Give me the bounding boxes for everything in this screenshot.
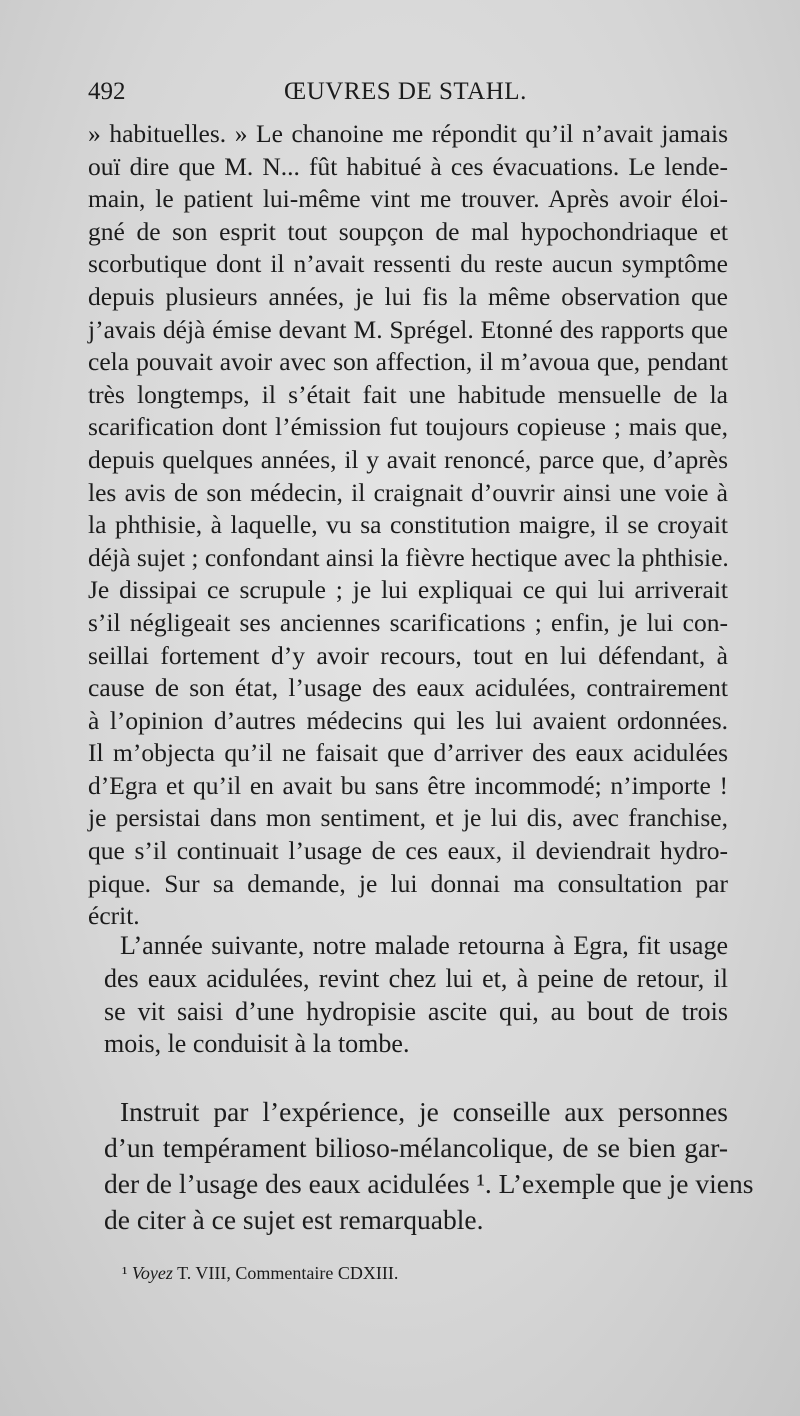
- text-line: d’un tempérament bilioso-mélancolique, de se bien gar-: [104, 1132, 728, 1163]
- page-number: 492: [88, 78, 126, 105]
- text-line: scarification dont l’émission fut toujours copieuse ; mais que,: [88, 412, 728, 442]
- text-line: Instruit par l’expérience, je conseille aux personnes: [120, 1096, 728, 1127]
- footnote-see: Voyez: [131, 1263, 173, 1283]
- footnote-reference: T. VIII, Commentaire CDXIII.: [172, 1263, 399, 1283]
- text-line: Il m’objecta qu’il ne faisait que d’arriver des eaux acidulées: [88, 738, 728, 768]
- running-head: ŒUVRES DE STAHL.: [284, 78, 527, 105]
- text-line: seillai fortement d’y avoir recours, tout en lui défendant, à: [88, 640, 728, 670]
- text-line: déjà sujet ; confondant ainsi la fièvre hectique avec la phthisie.: [88, 542, 729, 572]
- page-header: [88, 78, 728, 118]
- text-line: ouï dire que M. N... fût habitué à ces évacuations. Le lende-: [88, 151, 728, 181]
- paragraph-2: [104, 930, 728, 1061]
- text-line: d’Egra et qu’il en avait bu sans être incommodé; n’importe !: [88, 770, 728, 800]
- text-line: gné de son esprit tout soupçon de mal hypochondriaque et: [88, 216, 728, 246]
- text-line: des eaux acidulées, revint chez lui et, à peine de retour, il: [104, 963, 728, 993]
- text-line: s’il négligeait ses anciennes scarifications ; enfin, je lui con-: [88, 607, 728, 637]
- text-line: scorbutique dont il n’avait ressenti du reste aucun symptôme: [88, 249, 728, 279]
- paragraph-1: [88, 118, 728, 933]
- text-line: main, le patient lui-même vint me trouver. Après avoir éloi-: [88, 184, 728, 214]
- text-line: se vit saisi d’une hydropisie ascite qui, au bout de trois: [104, 996, 728, 1026]
- text-line: les avis de son médecin, il craignait d’ouvrir ainsi une voie à: [88, 477, 728, 507]
- text-line: cause de son état, l’usage des eaux acidulées, contrairement: [88, 673, 728, 703]
- text-line: à l’opinion d’autres médecins qui les lui avaient ordonnées.: [88, 705, 728, 735]
- text-line: pique. Sur sa demande, je lui donnai ma consultation par: [88, 868, 728, 898]
- text-line: que s’il continuait l’usage de ces eaux, il deviendrait hydro-: [88, 836, 728, 866]
- text-line: j’avais déjà émise devant M. Sprégel. Etonné des rapports que: [88, 314, 728, 344]
- text-line: la phthisie, à laquelle, vu sa constitution maigre, il se croyait: [88, 510, 728, 540]
- text-line: depuis quelques années, il y avait renoncé, parce que, d’après: [88, 444, 728, 474]
- paragraph-3: [104, 1094, 754, 1238]
- footnote-mark: ¹: [122, 1263, 128, 1283]
- text-line: » habituelles. » Le chanoine me répondit qu’il n’avait jamais: [88, 119, 728, 148]
- text-line: très longtemps, il s’était fait une habitude mensuelle de la: [88, 379, 728, 409]
- text-line: depuis plusieurs années, je lui fis la même observation que: [88, 281, 728, 311]
- text-line: je persistai dans mon sentiment, et je lui dis, avec franchise,: [88, 803, 728, 833]
- text-line: écrit.: [88, 901, 140, 931]
- text-line: L’année suivante, notre malade retourna à Egra, fit usage: [120, 931, 728, 960]
- text-line: der de l’usage des eaux acidulées ¹. L’exemple que je viens: [104, 1168, 754, 1199]
- text-line: de citer à ce sujet est remarquable.: [104, 1204, 484, 1235]
- footnote: [122, 1263, 398, 1284]
- text-line: cela pouvait avoir avec son affection, il m’avoua que, pendant: [88, 347, 728, 377]
- text-line: mois, le conduisit à la tombe.: [104, 1029, 410, 1059]
- text-line: Je dissipai ce scrupule ; je lui expliquai ce qui lui arriverait: [88, 575, 728, 605]
